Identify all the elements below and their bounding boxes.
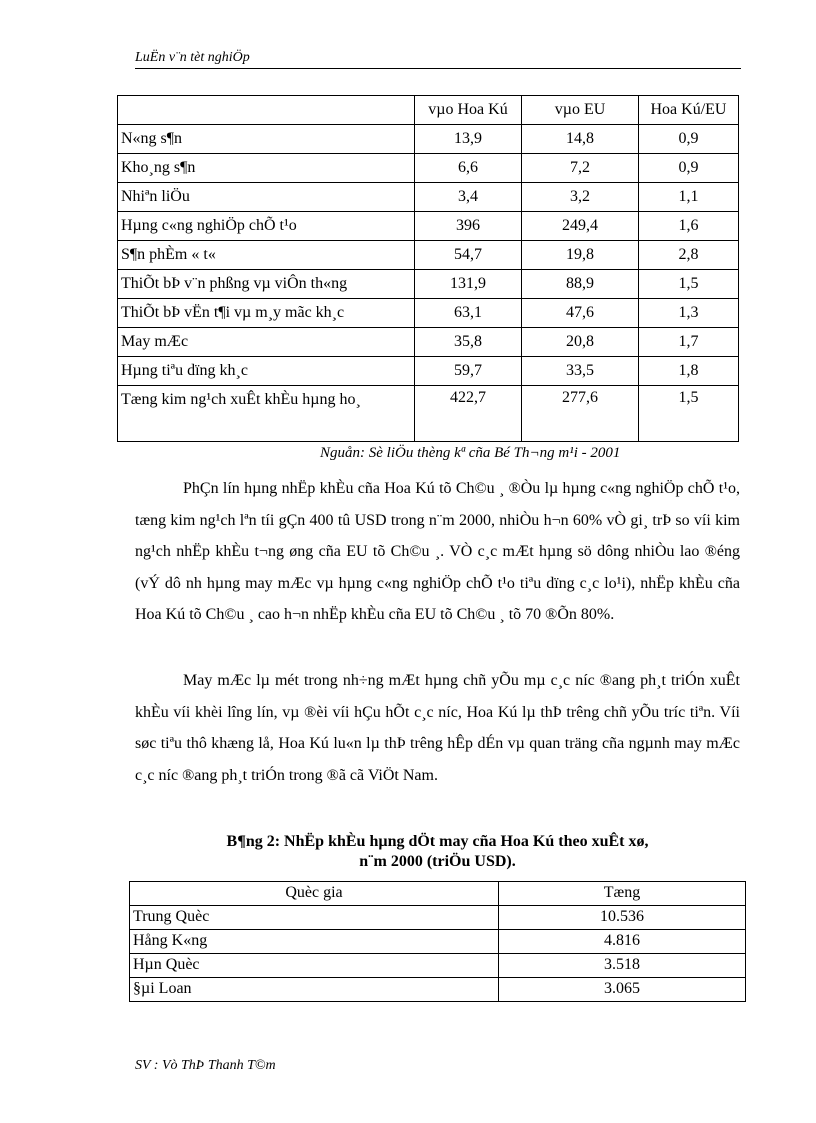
row-label: Hµng tiªu dïng kh¸c xyxy=(118,357,415,386)
row-label: Hång K«ng xyxy=(130,930,499,954)
table-cell: 14,8 xyxy=(522,125,639,154)
row-label: May mÆc xyxy=(118,328,415,357)
table-cell: 277,6 xyxy=(522,386,639,442)
table-cell: 54,7 xyxy=(415,241,522,270)
table-cell: 0,9 xyxy=(639,154,739,183)
table-cell: 1,5 xyxy=(639,270,739,299)
page-header xyxy=(135,48,741,69)
table-cell: 3.518 xyxy=(499,954,746,978)
column-header: vµo EU xyxy=(522,96,639,125)
table-cell: 1,7 xyxy=(639,328,739,357)
row-label: S¶n phÈm « t« xyxy=(118,241,415,270)
table-header-row xyxy=(130,882,746,906)
export-comparison-table xyxy=(117,95,739,442)
table-cell: 1,5 xyxy=(639,386,739,442)
table-cell: 10.536 xyxy=(499,906,746,930)
table-cell: 4.816 xyxy=(499,930,746,954)
table-cell: 59,7 xyxy=(415,357,522,386)
table-caption xyxy=(135,832,740,872)
table-cell: 1,6 xyxy=(639,212,739,241)
caption-line: n¨m 2000 (triÖu USD). xyxy=(359,853,516,870)
table-cell: 63,1 xyxy=(415,299,522,328)
table-cell: 1,3 xyxy=(639,299,739,328)
table-cell: 47,6 xyxy=(522,299,639,328)
table-source-note: Nguån: Sè liÖu thèng kª cña Bé Th¬ng m¹i - 2001 xyxy=(320,445,621,461)
header-title: LuËn v¨n tèt nghiÖp xyxy=(135,50,250,65)
table-row xyxy=(118,241,739,270)
table-cell: 131,9 xyxy=(415,270,522,299)
table-cell: 33,5 xyxy=(522,357,639,386)
table-cell: 3,2 xyxy=(522,183,639,212)
row-label: N«ng s¶n xyxy=(118,125,415,154)
table-cell: 1,8 xyxy=(639,357,739,386)
table-cell: 7,2 xyxy=(522,154,639,183)
body-paragraph: PhÇn lín hµng nhËp khÈu cña Hoa Kú tõ Ch©u ¸ ®Òu lµ hµng c«ng nghiÖp chÕ t¹o, tæng kim ng¹ch lªn tíi gÇn 400 tû USD trong n¨m 2000, nhiÒu h¬n 60% vÒ gi¸ trÞ so víi kim ng¹ch nhËp khÈu t¬ng øng cña EU tõ Ch©u ¸. VÒ c¸c mÆt hµng sö dông nhiÒu lao ®éng (vÝ dô nh hµng may mÆc vµ hµng c«ng nghiÖp chÕ t¹o tiªu dïng c¸c lo¹i), nhËp khÈu cña Hoa Kú tõ Ch©u ¸ cao h¬n nhËp khÈu cña EU tõ Ch©u ¸ tõ 70 ®Õn 80%. xyxy=(135,480,740,623)
table-cell: 422,7 xyxy=(415,386,522,442)
row-label: Trung Quèc xyxy=(130,906,499,930)
table-cell: 3.065 xyxy=(499,978,746,1002)
body-paragraph: May mÆc lµ mét trong nh÷ng mÆt hµng chñ yÕu mµ c¸c níc ®ang ph¸t triÓn xuÊt khÈu víi khèi lîng lín, vµ ®èi víi hÇu hÕt c¸c níc, Hoa Kú lµ thÞ trêng chñ yÕu tríc tiªn. Víi søc tiªu thô khæng lå, Hoa Kú lu«n lµ thÞ trêng hÊp dÉn vµ quan träng cña ngµnh may mÆc c¸c níc ®ang ph¸t triÓn trong ®ã cã ViÖt Nam. xyxy=(135,672,740,784)
table-row xyxy=(118,299,739,328)
column-header xyxy=(118,96,415,125)
table-row xyxy=(118,212,739,241)
table-cell: 3,4 xyxy=(415,183,522,212)
table-cell: 35,8 xyxy=(415,328,522,357)
table-row xyxy=(118,357,739,386)
table-row xyxy=(130,906,746,930)
table-row xyxy=(118,154,739,183)
table-cell: 2,8 xyxy=(639,241,739,270)
column-header: vµo Hoa Kú xyxy=(415,96,522,125)
row-label: Nhiªn liÖu xyxy=(118,183,415,212)
table-row xyxy=(118,270,739,299)
table-row xyxy=(118,125,739,154)
table-cell: 19,8 xyxy=(522,241,639,270)
table-row xyxy=(130,978,746,1002)
row-label: Tæng kim ng¹ch xuÊt khÈu hµng ho¸ xyxy=(118,386,415,442)
table-cell: 6,6 xyxy=(415,154,522,183)
table-row xyxy=(130,930,746,954)
table-cell: 88,9 xyxy=(522,270,639,299)
textile-import-table xyxy=(129,881,746,1002)
row-label: ThiÕt bÞ vËn t¶i vµ m¸y mãc kh¸c xyxy=(118,299,415,328)
caption-line: B¶ng 2: NhËp khÈu hµng dÖt may cña Hoa Kú theo xuÊt xø, xyxy=(226,833,649,850)
column-header: Hoa Kú/EU xyxy=(639,96,739,125)
table-cell: 249,4 xyxy=(522,212,639,241)
table-cell: 0,9 xyxy=(639,125,739,154)
table-cell: 20,8 xyxy=(522,328,639,357)
table-row xyxy=(130,954,746,978)
row-label: ThiÕt bÞ v¨n phßng vµ viÔn th«ng xyxy=(118,270,415,299)
page-footer: SV : Vò ThÞ Thanh T©m xyxy=(135,1058,276,1073)
table-cell: 13,9 xyxy=(415,125,522,154)
table-row xyxy=(118,328,739,357)
row-label: §µi Loan xyxy=(130,978,499,1002)
table-row-total xyxy=(118,386,739,442)
row-label: Hµn Quèc xyxy=(130,954,499,978)
table-header-row xyxy=(118,96,739,125)
column-header: Tæng xyxy=(499,882,746,906)
table-row xyxy=(118,183,739,212)
table-cell: 396 xyxy=(415,212,522,241)
column-header: Quèc gia xyxy=(130,882,499,906)
table-cell: 1,1 xyxy=(639,183,739,212)
row-label: Hµng c«ng nghiÖp chÕ t¹o xyxy=(118,212,415,241)
row-label: Kho¸ng s¶n xyxy=(118,154,415,183)
